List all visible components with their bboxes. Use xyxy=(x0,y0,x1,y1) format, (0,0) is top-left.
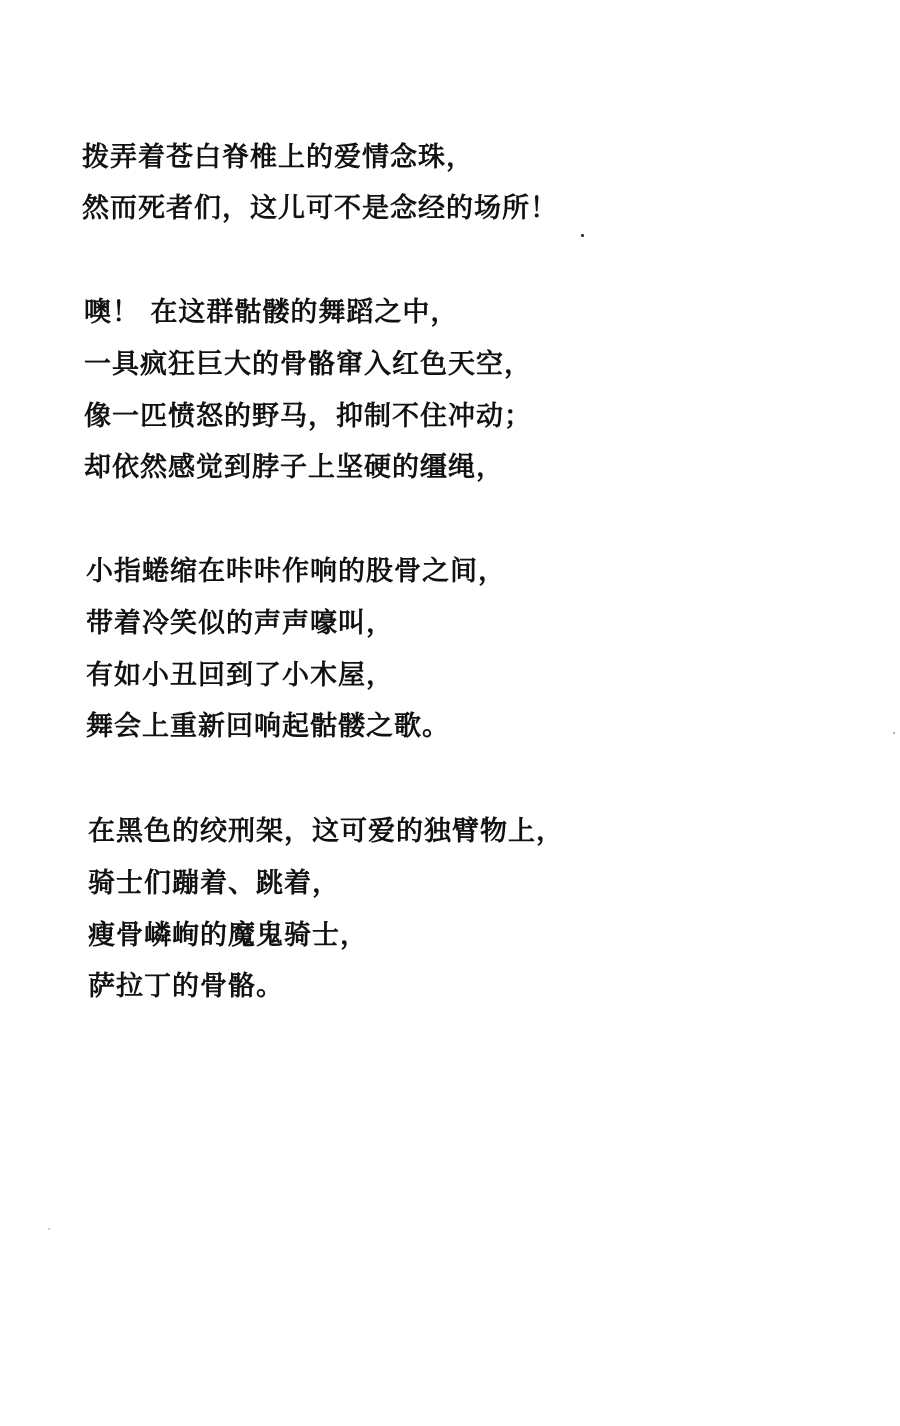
scan-speck xyxy=(581,234,584,237)
poem-line: 有如小丑回到了小木屋， xyxy=(86,660,394,691)
poem-line: 骑士们蹦着、跳着， xyxy=(88,868,340,899)
poem-line: 却依然感觉到脖子上坚硬的缰绳， xyxy=(84,452,504,483)
poem-line: 像一匹愤怒的野马，抑制不住冲动； xyxy=(84,401,532,432)
poem-line: 一具疯狂巨大的骨骼窜入红色天空， xyxy=(84,349,532,380)
scan-speck xyxy=(893,732,895,734)
poem-line: 瘦骨嶙峋的魔鬼骑士， xyxy=(88,920,368,951)
poem-line: 舞会上重新回响起骷髅之歌。 xyxy=(86,711,450,742)
poem-line: 带着冷笑似的声声嚎叫， xyxy=(86,608,394,639)
poem-line: 拨弄着苍白脊椎上的爱情念珠， xyxy=(82,142,474,173)
poem-line: 然而死者们，这儿可不是念经的场所！ xyxy=(82,193,558,224)
poem-line: 萨拉丁的骨骼。 xyxy=(88,971,284,1002)
poem-line: 小指蜷缩在咔咔作响的股骨之间， xyxy=(86,556,506,587)
scan-speck xyxy=(48,1228,50,1230)
poem-line: 在黑色的绞刑架，这可爱的独臂物上， xyxy=(88,816,564,847)
poem-line: 噢！ 在这群骷髅的舞蹈之中， xyxy=(84,297,459,328)
